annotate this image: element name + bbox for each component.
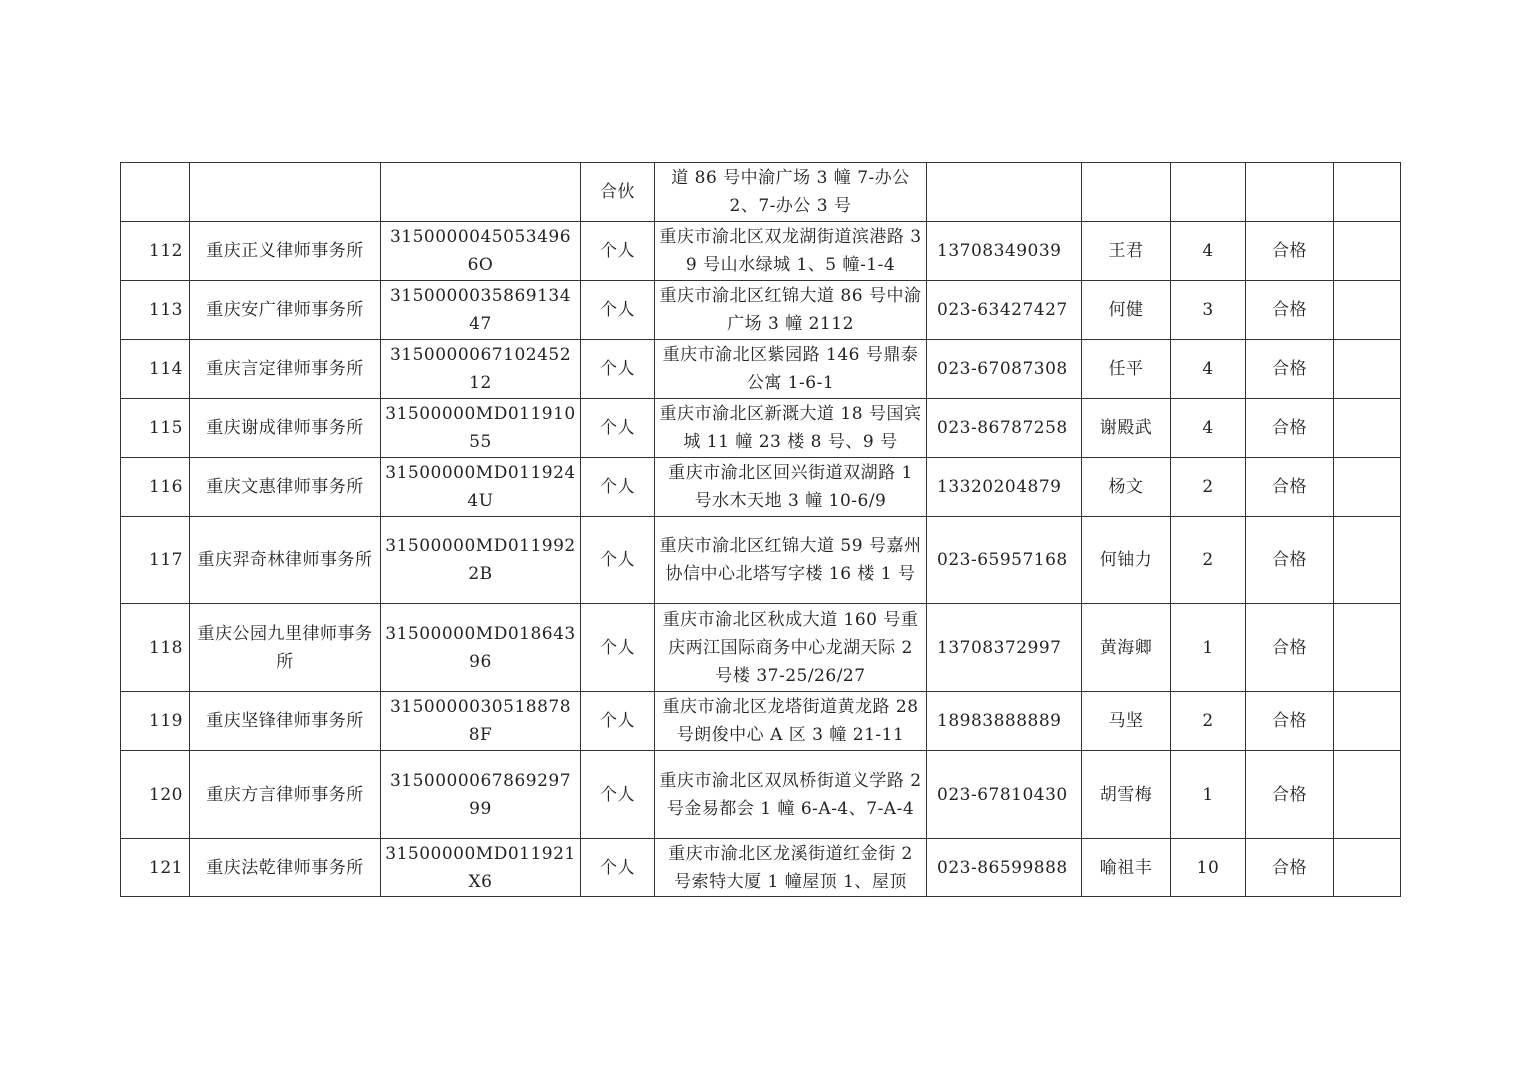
row-number: 120 xyxy=(121,751,190,839)
phone: 023-86599888 xyxy=(927,839,1082,897)
firm-name: 重庆坚锋律师事务所 xyxy=(190,692,381,751)
firm-type: 个人 xyxy=(581,222,655,281)
firm-address: 重庆市渝北区龙溪街道红金街 2 号索特大厦 1 幢屋顶 1、屋顶 xyxy=(655,839,927,897)
firm-name: 重庆公园九里律师事务所 xyxy=(190,604,381,692)
lawyer-count: 1 xyxy=(1171,604,1246,692)
head-name: 何铀力 xyxy=(1082,517,1171,604)
assessment-result: 合格 xyxy=(1246,281,1334,340)
firm-address: 重庆市渝北区秋成大道 160 号重庆两江国际商务中心龙湖天际 2 号楼 37-25/26/27 xyxy=(655,604,927,692)
note xyxy=(1334,839,1401,897)
table-row xyxy=(121,604,1401,692)
row-number: 113 xyxy=(121,281,190,340)
row-number xyxy=(121,163,190,222)
row-number: 119 xyxy=(121,692,190,751)
credit-code: 31500000MD011921X6 xyxy=(381,839,581,897)
phone: 023-63427427 xyxy=(927,281,1082,340)
phone: 023-86787258 xyxy=(927,399,1082,458)
firm-address: 重庆市渝北区双凤桥街道义学路 2 号金易都会 1 幢 6-A-4、7-A-4 xyxy=(655,751,927,839)
credit-code: 31500000MD01864396 xyxy=(381,604,581,692)
table-row xyxy=(121,458,1401,517)
firm-address: 重庆市渝北区新溉大道 18 号国宾城 11 幢 23 楼 8 号、9 号 xyxy=(655,399,927,458)
row-number: 118 xyxy=(121,604,190,692)
note xyxy=(1334,751,1401,839)
note xyxy=(1334,281,1401,340)
note xyxy=(1334,458,1401,517)
phone: 023-65957168 xyxy=(927,517,1082,604)
head-name: 杨文 xyxy=(1082,458,1171,517)
table-row xyxy=(121,163,1401,222)
assessment-result xyxy=(1246,163,1334,222)
firm-name: 重庆言定律师事务所 xyxy=(190,340,381,399)
firm-address: 重庆市渝北区回兴街道双湖路 1 号水木天地 3 幢 10-6/9 xyxy=(655,458,927,517)
lawyer-count: 2 xyxy=(1171,458,1246,517)
assessment-result: 合格 xyxy=(1246,751,1334,839)
lawyer-count: 2 xyxy=(1171,517,1246,604)
note xyxy=(1334,399,1401,458)
head-name: 胡雪梅 xyxy=(1082,751,1171,839)
assessment-result: 合格 xyxy=(1246,340,1334,399)
firm-name: 重庆文惠律师事务所 xyxy=(190,458,381,517)
note xyxy=(1334,163,1401,222)
firm-type: 个人 xyxy=(581,340,655,399)
firm-type: 个人 xyxy=(581,839,655,897)
credit-code: 31500000MD0119244U xyxy=(381,458,581,517)
firm-name: 重庆法乾律师事务所 xyxy=(190,839,381,897)
table-row xyxy=(121,839,1401,897)
firm-type: 合伙 xyxy=(581,163,655,222)
row-number: 115 xyxy=(121,399,190,458)
phone: 13708349039 xyxy=(927,222,1082,281)
row-number: 117 xyxy=(121,517,190,604)
note xyxy=(1334,340,1401,399)
firm-type: 个人 xyxy=(581,458,655,517)
credit-code xyxy=(381,163,581,222)
credit-code: 31500000305188788F xyxy=(381,692,581,751)
table-row xyxy=(121,751,1401,839)
lawyer-count: 10 xyxy=(1171,839,1246,897)
note xyxy=(1334,517,1401,604)
head-name: 马坚 xyxy=(1082,692,1171,751)
firm-address: 重庆市渝北区紫园路 146 号鼎泰公寓 1-6-1 xyxy=(655,340,927,399)
head-name: 王君 xyxy=(1082,222,1171,281)
firm-type: 个人 xyxy=(581,604,655,692)
firm-type: 个人 xyxy=(581,399,655,458)
firm-address: 重庆市渝北区龙塔街道黄龙路 28 号朗俊中心 A 区 3 幢 21-11 xyxy=(655,692,927,751)
credit-code: 31500000450534966O xyxy=(381,222,581,281)
lawyer-count xyxy=(1171,163,1246,222)
phone: 023-67810430 xyxy=(927,751,1082,839)
firm-type: 个人 xyxy=(581,751,655,839)
assessment-result: 合格 xyxy=(1246,604,1334,692)
credit-code: 315000006710245212 xyxy=(381,340,581,399)
note xyxy=(1334,604,1401,692)
lawyer-count: 4 xyxy=(1171,340,1246,399)
assessment-result: 合格 xyxy=(1246,399,1334,458)
table-row xyxy=(121,340,1401,399)
phone: 18983888889 xyxy=(927,692,1082,751)
firm-address: 重庆市渝北区红锦大道 59 号嘉州协信中心北塔写字楼 16 楼 1 号 xyxy=(655,517,927,604)
firm-type: 个人 xyxy=(581,281,655,340)
assessment-result: 合格 xyxy=(1246,517,1334,604)
credit-code: 31500000MD0119922B xyxy=(381,517,581,604)
firm-address: 重庆市渝北区双龙湖街道滨港路 39 号山水绿城 1、5 幢-1-4 xyxy=(655,222,927,281)
head-name: 谢殿武 xyxy=(1082,399,1171,458)
credit-code: 315000006786929799 xyxy=(381,751,581,839)
firm-type: 个人 xyxy=(581,517,655,604)
credit-code: 31500000MD01191055 xyxy=(381,399,581,458)
head-name: 何健 xyxy=(1082,281,1171,340)
row-number: 116 xyxy=(121,458,190,517)
assessment-result: 合格 xyxy=(1246,692,1334,751)
table-row xyxy=(121,399,1401,458)
row-number: 112 xyxy=(121,222,190,281)
phone: 023-67087308 xyxy=(927,340,1082,399)
row-number: 121 xyxy=(121,839,190,897)
table-row xyxy=(121,692,1401,751)
firm-type: 个人 xyxy=(581,692,655,751)
firm-address: 重庆市渝北区红锦大道 86 号中渝广场 3 幢 2112 xyxy=(655,281,927,340)
note xyxy=(1334,222,1401,281)
lawyer-count: 4 xyxy=(1171,399,1246,458)
lawyer-count: 4 xyxy=(1171,222,1246,281)
phone xyxy=(927,163,1082,222)
assessment-result: 合格 xyxy=(1246,458,1334,517)
assessment-result: 合格 xyxy=(1246,222,1334,281)
lawyer-count: 3 xyxy=(1171,281,1246,340)
row-number: 114 xyxy=(121,340,190,399)
firm-name: 重庆谢成律师事务所 xyxy=(190,399,381,458)
lawyer-count: 2 xyxy=(1171,692,1246,751)
table-row xyxy=(121,517,1401,604)
assessment-result: 合格 xyxy=(1246,839,1334,897)
head-name: 黄海卿 xyxy=(1082,604,1171,692)
firm-name: 重庆羿奇林律师事务所 xyxy=(190,517,381,604)
head-name: 喻祖丰 xyxy=(1082,839,1171,897)
table-row xyxy=(121,281,1401,340)
phone: 13320204879 xyxy=(927,458,1082,517)
firm-name xyxy=(190,163,381,222)
credit-code: 315000003586913447 xyxy=(381,281,581,340)
phone: 13708372997 xyxy=(927,604,1082,692)
firm-name: 重庆方言律师事务所 xyxy=(190,751,381,839)
note xyxy=(1334,692,1401,751)
firm-address: 道 86 号中渝广场 3 幢 7-办公 2、7-办公 3 号 xyxy=(655,163,927,222)
firm-name: 重庆正义律师事务所 xyxy=(190,222,381,281)
table-row xyxy=(121,222,1401,281)
lawyer-count: 1 xyxy=(1171,751,1246,839)
head-name: 任平 xyxy=(1082,340,1171,399)
firm-name: 重庆安广律师事务所 xyxy=(190,281,381,340)
head-name xyxy=(1082,163,1171,222)
law-firm-table xyxy=(120,162,1401,897)
